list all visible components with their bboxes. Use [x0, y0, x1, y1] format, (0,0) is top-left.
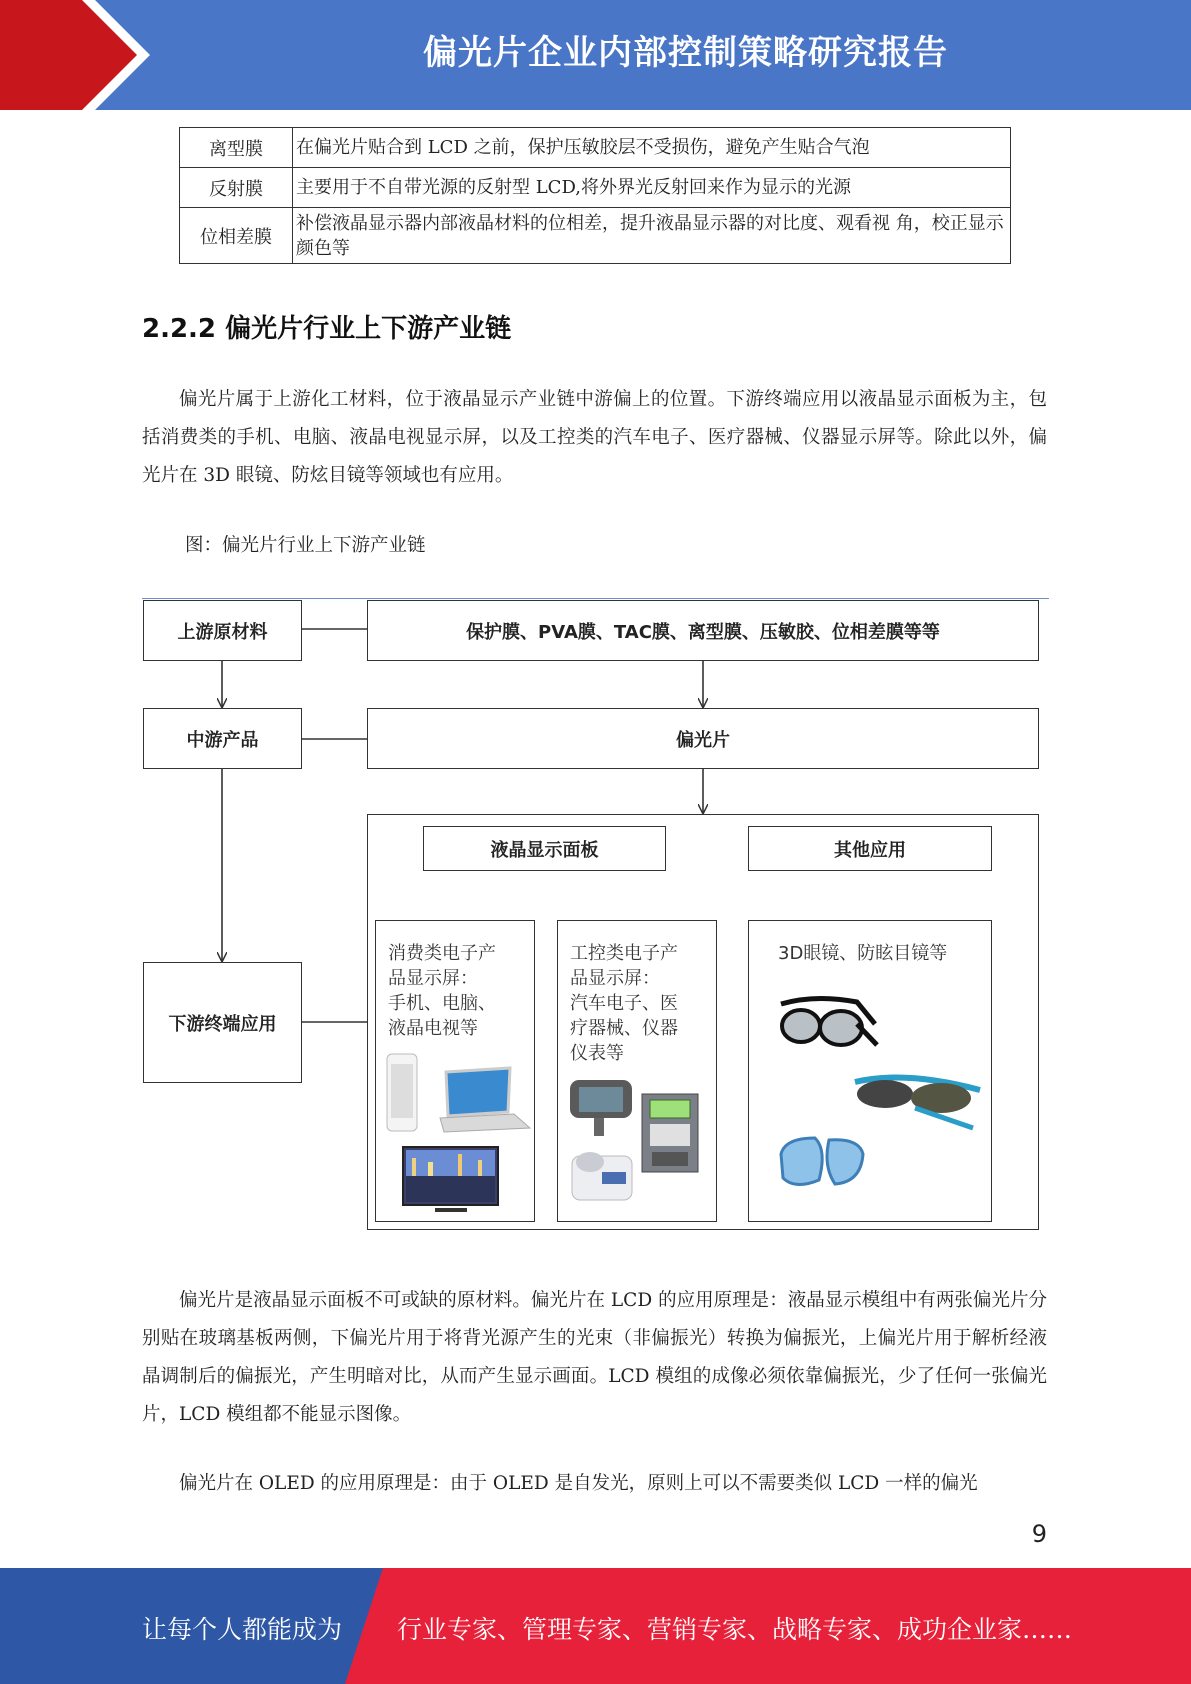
- section-title: 2.2.2 偏光片行业上下游产业链: [142, 314, 512, 344]
- sunglasses-icon: [855, 1078, 980, 1129]
- medical-device-icon: [572, 1152, 632, 1200]
- industrial-line: 品显示屏：: [570, 968, 660, 989]
- midstream-label-box: [143, 708, 302, 769]
- meter-icon: [642, 1094, 698, 1172]
- header-title: 偏光片企业内部控制策略研究报告: [423, 33, 948, 73]
- anti-glare-mirror-icon: [781, 1138, 863, 1185]
- lcd-panel-box: [423, 826, 666, 871]
- lcd-panel-label: 液晶显示面板: [490, 839, 599, 861]
- laptop-icon: [440, 1068, 530, 1132]
- footer-slogan-left: 让每个人都能成为: [142, 1615, 343, 1644]
- industrial-text: [570, 941, 678, 1066]
- paragraph-3: 偏光片在 OLED 的应用原理是：由于 OLED 是自发光，原则上可以不需要类似 LCD 一样的偏光: [179, 1473, 978, 1494]
- page-number: 9: [1031, 1520, 1047, 1548]
- paragraph-2: 偏光片是液晶显示面板不可或缺的原材料。偏光片在 LCD 的应用原理是：液晶显示模组中有两张偏光片分别贴在玻璃基板两侧，下偏光片用于将背光源产生的光束（非偏振光）转换为偏振光，上偏光片用于解析经液晶调制后的偏振光，产生明暗对比，从而产生显示画面。LCD 模组的成像必须依靠偏振光，少了任何一张偏光片，LCD 模组都不能显示图像。: [142, 1290, 1047, 1425]
- film-name: 位相差膜: [180, 208, 293, 264]
- car-display-icon: [570, 1080, 632, 1136]
- other-apps-box: [748, 826, 992, 871]
- consumer-text: [388, 941, 496, 1041]
- film-desc: 补偿液晶显示器内部液晶材料的位相差，提升液晶显示器的对比度、观看视 角，校正显示颜色等: [293, 208, 1011, 264]
- consumer-line: 液晶电视等: [388, 1018, 478, 1039]
- industrial-line: 仪表等: [570, 1043, 624, 1064]
- figure-caption: 图：偏光片行业上下游产业链: [185, 535, 426, 556]
- industrial-line: 工控类电子产: [570, 943, 678, 964]
- glasses-text: 3D眼镜、防眩目镜等: [778, 943, 948, 964]
- downstream-label-box: [143, 962, 302, 1083]
- midstream-label: 中游产品: [186, 729, 259, 751]
- consumer-line: 品显示屏：: [388, 968, 478, 989]
- upstream-items-box: [367, 600, 1039, 661]
- paragraph-1: 偏光片属于上游化工材料，位于液晶显示产业链中游偏上的位置。下游终端应用以液晶显示面板为主，包括消费类的手机、电脑、液晶电视显示屏，以及工控类的汽车电子、医疗器械、仪器显示屏等。除此以外，偏光片在 3D 眼镜、防炫目镜等领域也有应用。: [142, 389, 1047, 486]
- tv-icon: [403, 1147, 498, 1212]
- film-desc: 主要用于不自带光源的反射型 LCD,将外界光反射回来作为显示的光源: [293, 168, 1011, 208]
- film-desc: 在偏光片贴合到 LCD 之前，保护压敏胶层不受损伤，避免产生贴合气泡: [293, 128, 1011, 168]
- consumer-line: 手机、电脑、: [388, 993, 496, 1014]
- midstream-item: 偏光片: [676, 729, 730, 751]
- footer-slogan-right: 行业专家、管理专家、营销专家、战略专家、成功企业家……: [397, 1615, 1073, 1644]
- 3d-glasses-icon: [781, 998, 877, 1045]
- upstream-label-box: [143, 600, 302, 661]
- film-name: 反射膜: [180, 168, 293, 208]
- upstream-label: 上游原材料: [177, 621, 268, 643]
- phone-icon: [387, 1054, 417, 1131]
- industrial-devices-illustration: [562, 1076, 714, 1216]
- other-apps-label: 其他应用: [834, 839, 906, 861]
- industrial-line: 汽车电子、医: [570, 993, 678, 1014]
- midstream-item-box: [367, 708, 1039, 769]
- consumer-line: 消费类电子产: [388, 943, 496, 964]
- upstream-items: 保护膜、PVA膜、TAC膜、离型膜、压敏胶、位相差膜等等: [466, 621, 940, 643]
- film-name: 离型膜: [180, 128, 293, 168]
- consumer-devices-illustration: [380, 1050, 532, 1220]
- glasses-illustration: [775, 990, 985, 1200]
- industrial-line: 疗器械、仪器: [570, 1018, 678, 1039]
- downstream-label: 下游终端应用: [168, 1013, 277, 1035]
